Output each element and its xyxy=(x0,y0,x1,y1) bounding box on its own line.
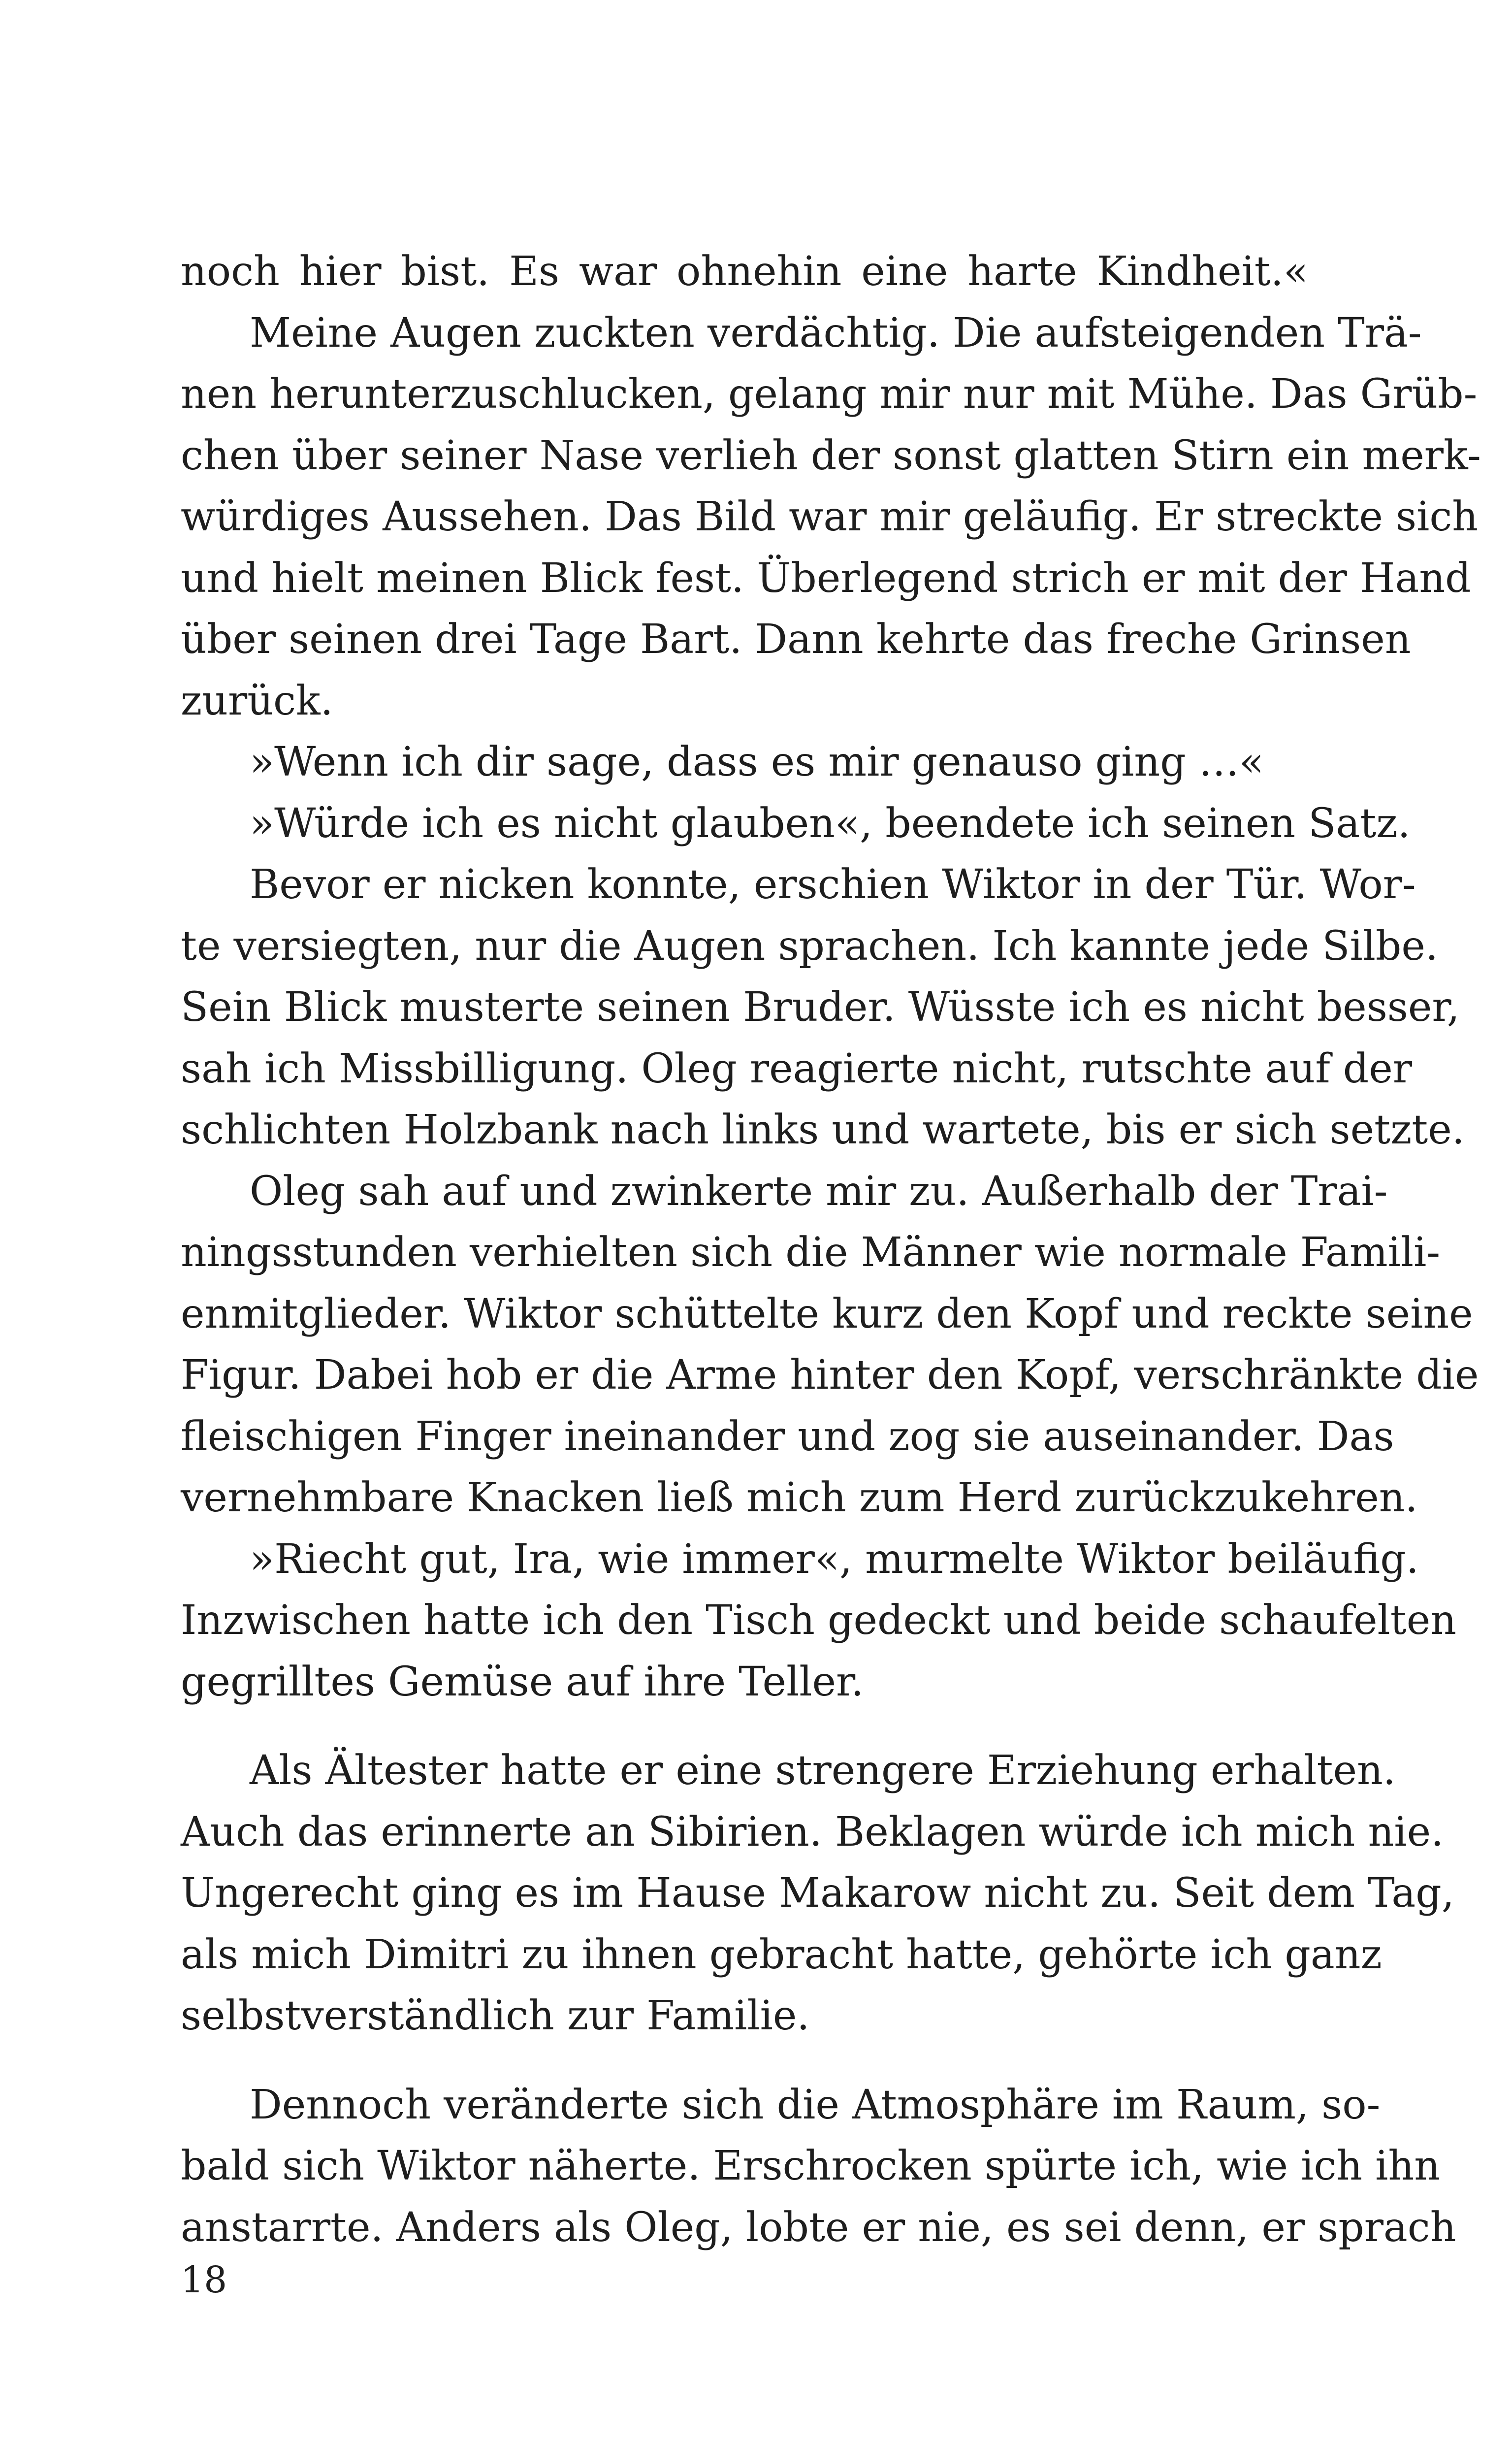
text-line: Auch das erinnerte an Sibirien. Beklagen würde ich mich nie. xyxy=(181,1808,1444,1856)
text-line: enmitglieder. Wiktor schüttelte kurz den Kopf und reckte seine xyxy=(181,1290,1473,1337)
text-line: sah ich Missbilligung. Oleg reagierte nicht, rutschte auf der xyxy=(181,1045,1412,1092)
text-line: würdiges Aussehen. Das Bild war mir geläufig. Er streckte sich xyxy=(181,493,1479,540)
text-line: fleischigen Finger ineinander und zog sie auseinander. Das xyxy=(181,1413,1394,1460)
text-line: zurück. xyxy=(181,677,333,724)
text-line: Figur. Dabei hob er die Arme hinter den Kopf, verschränkte die xyxy=(181,1352,1479,1399)
text-line: Dennoch veränderte sich die Atmosphäre im Raum, so- xyxy=(250,2081,1381,2128)
text-line: Bevor er nicken konnte, erschien Wiktor in der Tür. Wor- xyxy=(250,861,1416,908)
text-line: über seinen drei Tage Bart. Dann kehrte das freche Grinsen xyxy=(181,616,1411,663)
text-line: Inzwischen hatte ich den Tisch gedeckt und beide schaufelten xyxy=(181,1597,1457,1644)
text-line: anstarrte. Anders als Oleg, lobte er nie, es sei denn, er sprach xyxy=(181,2204,1456,2251)
text-line: Ungerecht ging es im Hause Makarow nicht zu. Seit dem Tag, xyxy=(181,1870,1454,1917)
text-line: chen über seiner Nase verlieh der sonst glatten Stirn ein merk- xyxy=(181,432,1481,479)
text-line: und hielt meinen Blick fest. Überlegend strich er mit der Hand xyxy=(181,554,1471,602)
text-line: Meine Augen zuckten verdächtig. Die aufsteigenden Trä- xyxy=(250,309,1422,357)
text-line: te versiegten, nur die Augen sprachen. Ich kannte jede Silbe. xyxy=(181,922,1439,970)
text-line: schlichten Holzbank nach links und wartete, bis er sich setzte. xyxy=(181,1107,1465,1153)
text-line: vernehmbare Knacken ließ mich zum Herd zurückzukehren. xyxy=(181,1474,1418,1521)
text-line: »Riecht gut, Ira, wie immer«, murmelte Wiktor beiläufig. xyxy=(250,1535,1419,1583)
text-line: Als Ältester hatte er eine strengere Erziehung erhalten. xyxy=(250,1747,1396,1794)
body-text xyxy=(181,241,1481,2258)
text-line: als mich Dimitri zu ihnen gebracht hatte, gehörte ich ganz xyxy=(181,1931,1382,1978)
page-number: 18 xyxy=(181,2259,227,2301)
text-line: »Würde ich es nicht glauben«, beendete ich seinen Satz. xyxy=(250,800,1411,847)
text-line: Oleg sah auf und zwinkerte mir zu. Außerhalb der Trai- xyxy=(250,1168,1388,1215)
text-line: noch hier bist. Es war ohnehin eine harte Kindheit.« xyxy=(181,248,1308,295)
text-line: nen herunterzuschlucken, gelang mir nur mit Mühe. Das Grüb- xyxy=(181,371,1478,418)
text-line: Sein Blick musterte seinen Bruder. Wüsste ich es nicht besser, xyxy=(181,984,1460,1031)
text-line: ningsstunden verhielten sich die Männer wie normale Famili- xyxy=(181,1229,1441,1276)
text-line: bald sich Wiktor näherte. Erschrocken spürte ich, wie ich ihn xyxy=(181,2143,1441,2189)
text-line: selbstverständlich zur Familie. xyxy=(181,1992,810,2039)
text-line: »Wenn ich dir sage, dass es mir genauso ging …« xyxy=(250,739,1264,785)
text-line: gegrilltes Gemüse auf ihre Teller. xyxy=(181,1658,864,1705)
